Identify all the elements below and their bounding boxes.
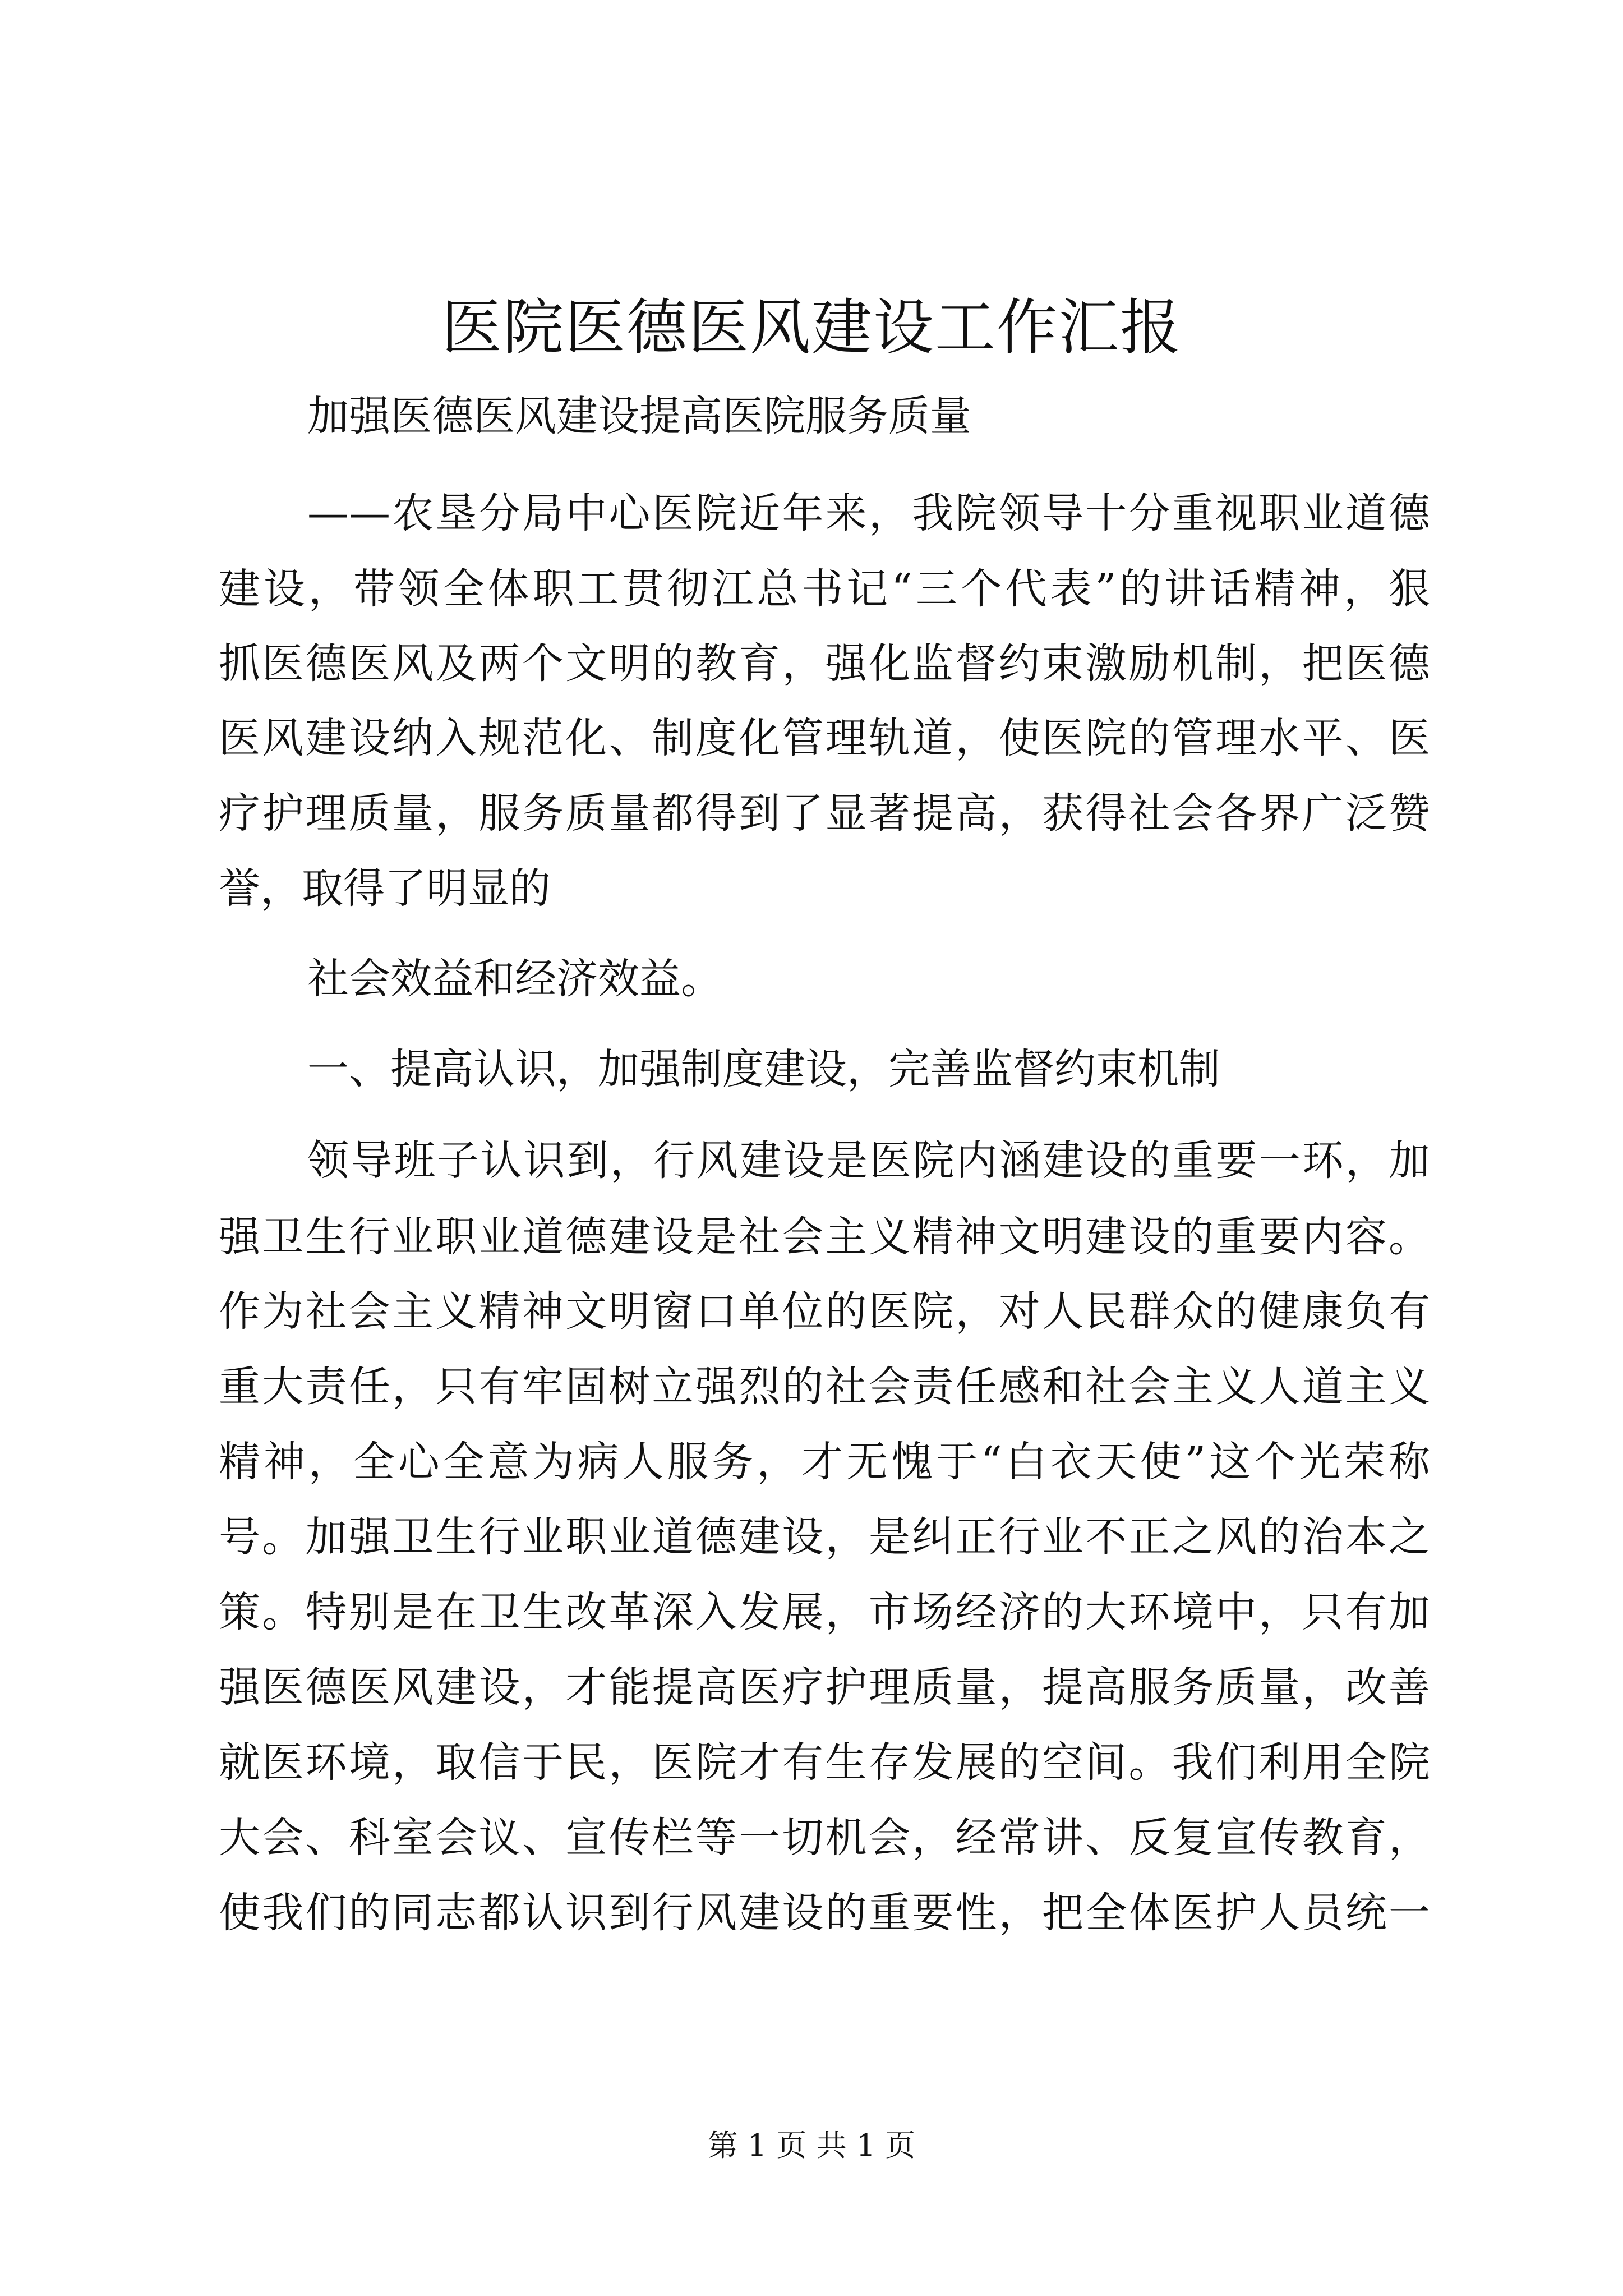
section-heading: 一、提高认识，加强制度建设，完善监督约束机制 <box>307 1045 1220 1093</box>
body-line: 精神，全心全意为病人服务，才无愧于“白衣天使”这个光荣称 <box>219 1438 1430 1486</box>
body-line: 疗护理质量，服务质量都得到了显著提高，获得社会各界广泛赞 <box>219 789 1430 838</box>
body-line: 强卫生行业职业道德建设是社会主义精神文明建设的重要内容。 <box>219 1213 1430 1261</box>
body-line: 作为社会主义精神文明窗口单位的医院，对人民群众的健康负有 <box>219 1287 1430 1336</box>
body-line: 誉，取得了明显的 <box>219 864 551 913</box>
body-line: ——农垦分局中心医院近年来，我院领导十分重视职业道德 <box>307 489 1430 537</box>
body-line: 建设，带领全体职工贯彻江总书记“三个代表”的讲话精神，狠 <box>219 565 1430 613</box>
body-line: 号。加强卫生行业职业道德建设，是纠正行业不正之风的治本之 <box>219 1513 1430 1561</box>
body-line: 就医环境，取信于民，医院才有生存发展的空间。我们利用全院 <box>219 1738 1430 1787</box>
body-line: 医风建设纳入规范化、制度化管理轨道，使医院的管理水平、医 <box>219 714 1430 762</box>
body-line: 抓医德医风及两个文明的教育，强化监督约束激励机制，把医德 <box>219 639 1430 688</box>
body-line: 使我们的同志都认识到行风建设的重要性，把全体医护人员统一 <box>219 1889 1430 1937</box>
body-line: 强医德医风建设，才能提高医疗护理质量，提高服务质量，改善 <box>219 1663 1430 1711</box>
body-line: 重大责任，只有牢固树立强烈的社会责任感和社会主义人道主义 <box>219 1363 1430 1411</box>
subtitle-line: 加强医德医风建设提高医院服务质量 <box>307 392 971 440</box>
document-title: 医院医德医风建设工作汇报 <box>441 293 1182 363</box>
body-line: 大会、科室会议、宣传栏等一切机会，经常讲、反复宣传教育， <box>219 1814 1430 1862</box>
page-number-footer: 第 1 页 共 1 页 <box>707 2128 916 2163</box>
body-line: 领导班子认识到，行风建设是医院内涵建设的重要一环，加 <box>307 1137 1430 1185</box>
body-line: 策。特别是在卫生改革深入发展，市场经济的大环境中，只有加 <box>219 1588 1430 1636</box>
body-line: 社会效益和经济效益。 <box>307 955 722 1003</box>
